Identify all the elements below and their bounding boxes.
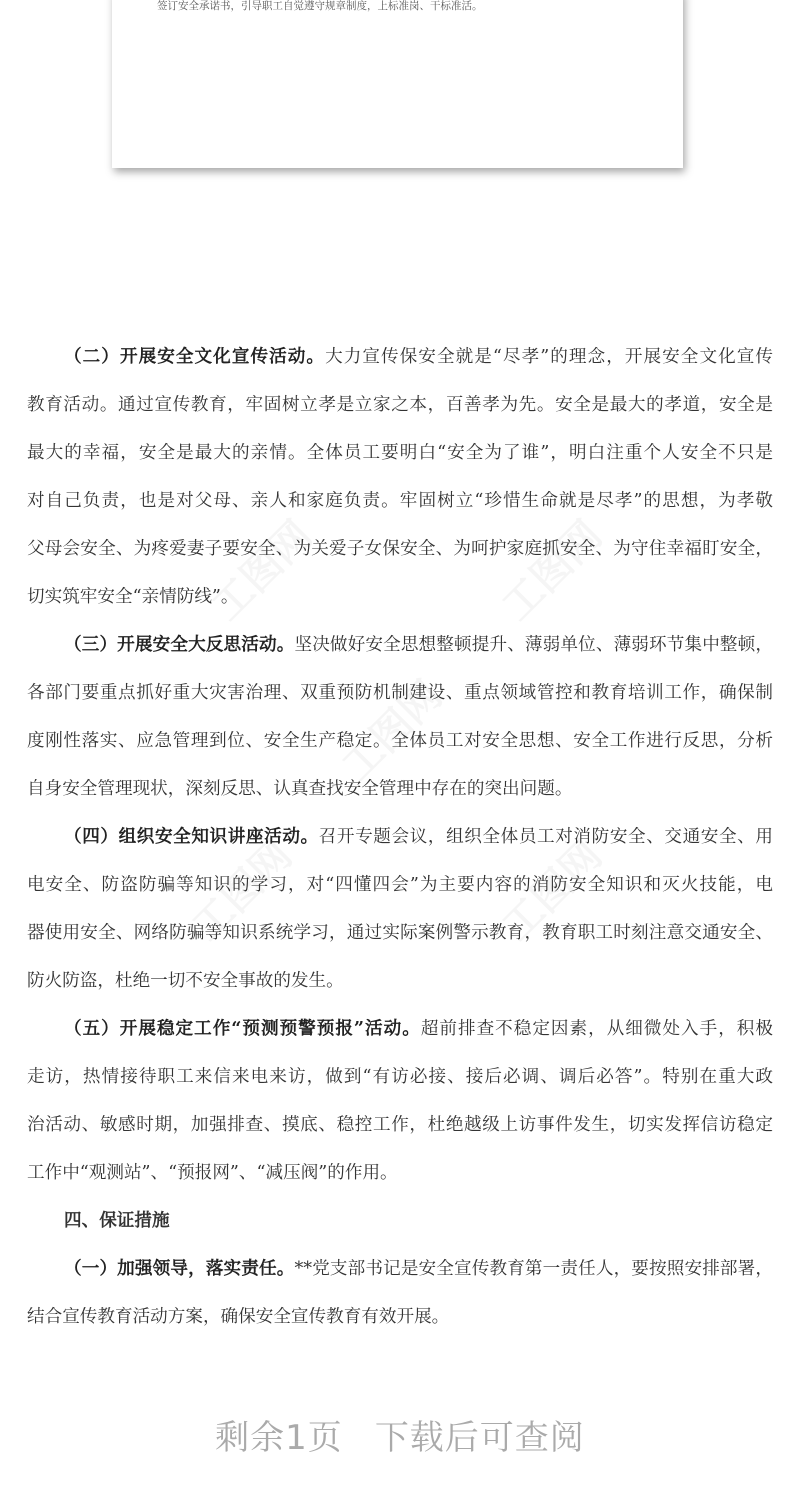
line-text: 切实筑牢安全“亲情防线”。: [27, 587, 239, 607]
paragraph-line: [27, 1062, 773, 1110]
preview-text: 签订安全承诺书，引导职工自觉遵守规章制度，上标准岗、干标准活。: [157, 0, 483, 12]
paragraph-line: [27, 726, 773, 774]
line-text: 父母会安全、为疼爱妻子要安全、为关爱子女保安全、为呵护家庭抓安全、为守住幸福盯安全，: [27, 539, 773, 559]
line-text: 结合宣传教育活动方案，确保安全宣传教育有效开展。: [27, 1307, 450, 1327]
paragraph-line: [27, 1158, 773, 1206]
paragraph: [27, 1254, 773, 1350]
paragraph-line: [27, 486, 773, 534]
line-text: 自身安全管理现状，深刻反思、认真查找安全管理中存在的突出问题。: [27, 779, 573, 799]
paragraph-lead: （三）开展安全大反思活动。: [64, 634, 295, 655]
line-text: 电安全、防盗防骗等知识的学习，对“四懂四会”为主要内容的消防安全知识和灭火技能，电: [27, 875, 773, 895]
line-text: 超前排查不稳定因素，从细微处入手，积极: [420, 1019, 773, 1039]
paragraph-line: [27, 918, 773, 966]
line-text: 度刚性落实、应急管理到位、安全生产稳定。全体员工对安全思想、安全工作进行反思，分析: [27, 731, 773, 751]
paragraph-line: [27, 342, 773, 390]
paragraph: [27, 1014, 773, 1206]
paragraph-line: [27, 1014, 773, 1062]
line-text: 防火防盗，杜绝一切不安全事故的发生。: [27, 971, 344, 991]
line-text: 器使用安全、网络防骗等知识系统学习，通过实际案例警示教育，教育职工时刻注意交通安全、: [27, 923, 773, 943]
paragraph-line: [27, 534, 773, 582]
line-text: 召开专题会议，组织全体员工对消防安全、交通安全、用: [318, 827, 773, 847]
paragraph-line: [27, 630, 773, 678]
paragraph-line: [27, 966, 773, 1014]
paragraph-line: [27, 390, 773, 438]
line-text: 坚决做好安全思想整顿提升、薄弱单位、薄弱环节集中整顿，: [294, 635, 773, 655]
paragraph-lead: （一）加强领导，落实责任。: [64, 1258, 295, 1279]
paragraph-lead: （五）开展稳定工作“预测预警预报”活动。: [64, 1018, 421, 1039]
paragraph-line: [27, 678, 773, 726]
paragraph-line: [27, 774, 773, 822]
line-text: 工作中“观测站”、“预报网”、“减压阀”的作用。: [27, 1163, 398, 1183]
paragraph-line: [27, 1110, 773, 1158]
download-hint-text: 下载后可查阅: [374, 1418, 585, 1458]
paragraph: [27, 342, 773, 630]
line-text: 对自己负责，也是对父母、亲人和家庭负责。牢固树立“珍惜生命就是尽孝”的思想，为孝敬: [27, 491, 773, 511]
line-text: 走访，热情接待职工来信来电来访，做到“有访必接、接后必调、调后必答”。特别在重大政: [27, 1067, 773, 1087]
paragraph-line: [27, 822, 773, 870]
line-text: 教育活动。通过宣传教育，牢固树立孝是立家之本，百善孝为先。安全是最大的孝道，安全是: [27, 395, 773, 415]
paragraph-line: [27, 1302, 773, 1350]
section-heading: [27, 1206, 773, 1254]
heading-text: 四、保证措施: [64, 1210, 170, 1231]
paragraph-line: [27, 1254, 773, 1302]
paragraph-lead: （四）组织安全知识讲座活动。: [64, 826, 319, 847]
line-text: 治活动、敏感时期，加强排查、摸底、稳控工作，杜绝越级上访事件发生，切实发挥信访稳定: [27, 1115, 773, 1135]
remaining-pages-text: 剩余1页: [215, 1418, 343, 1458]
paragraph-line: [27, 870, 773, 918]
paragraph: [27, 822, 773, 1014]
document-page-preview: [112, 0, 683, 168]
paragraph-line: [27, 438, 773, 486]
line-text: **党支部书记是安全宣传教育第一责任人，要按照安排部署，: [294, 1259, 773, 1279]
download-prompt[interactable]: [0, 1410, 800, 1459]
line-text: 大力宣传保安全就是“尽孝”的理念，开展安全文化宣传: [325, 347, 773, 367]
paragraph-lead: （二）开展安全文化宣传活动。: [64, 346, 326, 367]
paragraph: [27, 630, 773, 822]
paragraph-line: [27, 582, 773, 630]
line-text: 最大的幸福，安全是最大的亲情。全体员工要明白“安全为了谁”，明白注重个人安全不只是: [27, 443, 773, 463]
line-text: 各部门要重点抓好重大灾害治理、双重预防机制建设、重点领域管控和教育培训工作，确保制: [27, 683, 773, 703]
document-body: [27, 342, 773, 1350]
